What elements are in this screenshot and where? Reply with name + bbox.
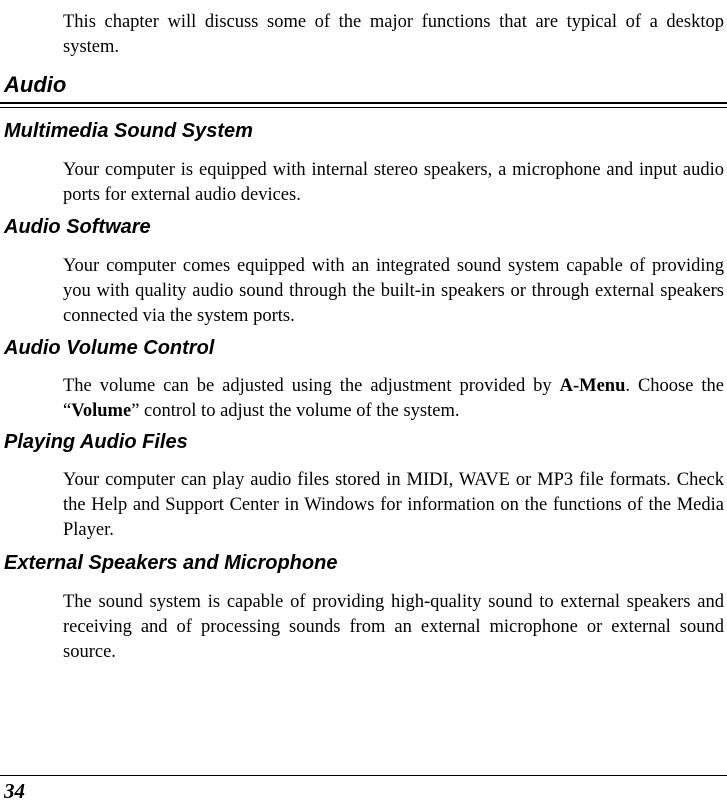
- volume-label: Volume: [71, 401, 132, 421]
- section-rule-thin: [0, 107, 727, 108]
- footer-rule: [0, 775, 727, 776]
- paragraph-audio-software: Your computer comes equipped with an integrated sound system capable of providing you with quality audio sound through the built-in speakers or through external speakers connected via the system ports.: [63, 256, 724, 326]
- heading-external-speakers: External Speakers and Microphone: [4, 552, 338, 574]
- paragraph-playing-audio-files: Your computer can play audio files stored in MIDI, WAVE or MP3 file formats. Check the Help and Support Center in Windows for information on the functions of the Media Player.: [63, 470, 724, 540]
- volume-text-1: The volume can be adjusted using the adjustment provided by: [63, 376, 560, 396]
- heading-multimedia-sound-system: Multimedia Sound System: [4, 120, 253, 142]
- paragraph-external-speakers: The sound system is capable of providing high-quality sound to external speakers and receiving and of processing sounds from an external microphone or external sound source.: [63, 592, 724, 662]
- intro-paragraph: This chapter will discuss some of the major functions that are typical of a desktop system.: [63, 12, 724, 57]
- heading-audio-volume-control: Audio Volume Control: [4, 337, 215, 359]
- section-rule-thick: [0, 102, 727, 104]
- heading-audio-software: Audio Software: [4, 216, 151, 238]
- heading-playing-audio-files: Playing Audio Files: [4, 431, 188, 453]
- a-menu-label: A-Menu: [559, 376, 626, 396]
- paragraph-audio-volume-control: [63, 374, 724, 424]
- section-title: Audio: [4, 72, 67, 97]
- paragraph-multimedia-sound-system: Your computer is equipped with internal stereo speakers, a microphone and input audio ports for external audio devices.: [63, 160, 724, 205]
- page-number: 34: [4, 779, 25, 803]
- volume-text-2: . Choose the “: [63, 376, 725, 421]
- volume-text-3: ” control to adjust the volume of the system.: [131, 401, 460, 421]
